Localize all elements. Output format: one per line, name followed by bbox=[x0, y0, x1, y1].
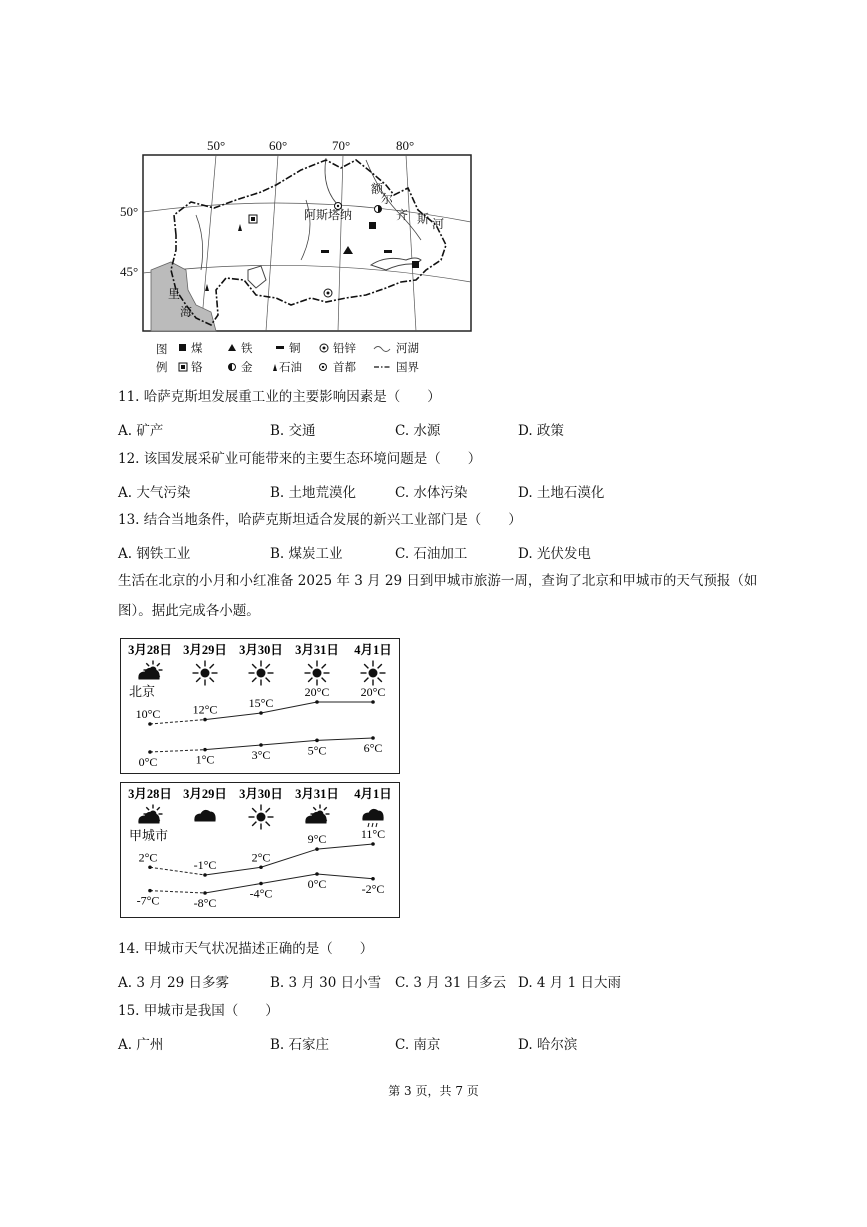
temperature-label: 15°C bbox=[248, 696, 274, 710]
q11-option-c[interactable]: C. 水源 bbox=[395, 423, 441, 439]
beijing-forecast bbox=[120, 638, 400, 774]
date-label: 3月31日 bbox=[295, 787, 339, 801]
data-point bbox=[148, 750, 152, 754]
jiacheng-forecast bbox=[120, 782, 400, 918]
svg-text:铬: 铬 bbox=[191, 360, 203, 374]
coal-icon bbox=[412, 261, 419, 268]
data-point bbox=[315, 847, 319, 851]
temperature-label: 12°C bbox=[192, 702, 218, 717]
temperature-label: 20°C bbox=[304, 685, 330, 699]
temperature-label: 1°C bbox=[195, 752, 215, 767]
oil-icon bbox=[273, 364, 277, 371]
jiacheng-forecast-chart bbox=[121, 783, 399, 917]
date-label: 3月28日 bbox=[128, 643, 172, 657]
partly-cloudy-icon bbox=[139, 661, 163, 680]
iron-icon bbox=[343, 246, 353, 254]
data-point bbox=[315, 700, 319, 704]
temperature-label: 2°C bbox=[251, 850, 271, 865]
sea-label: 里 bbox=[168, 287, 181, 301]
svg-text:煤: 煤 bbox=[191, 341, 203, 355]
sun-icon bbox=[249, 805, 274, 830]
date-label: 3月29日 bbox=[183, 787, 227, 801]
copper-icon bbox=[321, 250, 329, 253]
data-point bbox=[203, 718, 207, 722]
data-point bbox=[148, 722, 152, 726]
sun-icon bbox=[193, 661, 218, 686]
lon-label: 70° bbox=[332, 138, 351, 153]
data-point bbox=[371, 700, 375, 704]
temperature-label: 3°C bbox=[251, 748, 271, 762]
legend-title: 例 bbox=[156, 360, 168, 374]
date-label: 3月31日 bbox=[295, 643, 339, 657]
data-point bbox=[259, 711, 263, 715]
data-point bbox=[203, 873, 207, 877]
copper-icon bbox=[384, 250, 392, 253]
sun-icon bbox=[361, 661, 386, 686]
partly-cloudy-icon bbox=[306, 805, 330, 824]
q14-option-a[interactable]: A. 3 月 29 日多雾 bbox=[118, 975, 229, 991]
sun-icon bbox=[249, 661, 274, 686]
date-label: 4月1日 bbox=[354, 643, 392, 657]
data-point bbox=[203, 748, 207, 752]
q11-option-d[interactable]: D. 政策 bbox=[518, 423, 564, 439]
question-13-stem: 13. 结合当地条件，哈萨克斯坦适合发展的新兴工业部门是（ ） bbox=[118, 512, 522, 528]
q12-option-d[interactable]: D. 土地石漠化 bbox=[518, 485, 605, 501]
temperature-label: 0°C bbox=[138, 755, 158, 769]
copper-icon bbox=[276, 346, 284, 349]
city-label: 甲城市 bbox=[129, 829, 169, 844]
river-label: 斯 bbox=[417, 212, 430, 226]
svg-text:首都: 首都 bbox=[333, 360, 356, 374]
svg-text:铜: 铜 bbox=[289, 341, 301, 355]
beijing-forecast-chart bbox=[121, 639, 399, 773]
temperature-label: -8°C bbox=[193, 896, 217, 910]
q13-option-a[interactable]: A. 钢铁工业 bbox=[118, 546, 191, 562]
q15-option-d[interactable]: D. 哈尔滨 bbox=[518, 1037, 578, 1053]
data-point bbox=[259, 882, 263, 886]
rain-cloud-icon bbox=[363, 809, 383, 827]
q15-option-b[interactable]: B. 石家庄 bbox=[270, 1037, 330, 1053]
oil-icon bbox=[205, 284, 209, 291]
temperature-label: 2°C bbox=[138, 850, 158, 865]
river-label: 尔 bbox=[381, 192, 394, 206]
data-point bbox=[148, 865, 152, 869]
svg-text:石油: 石油 bbox=[279, 360, 302, 374]
question-12-stem: 12. 该国发展采矿业可能带来的主要生态环境问题是（ ） bbox=[118, 451, 482, 467]
q13-option-c[interactable]: C. 石油加工 bbox=[395, 546, 468, 562]
lat-label: 50° bbox=[120, 204, 139, 219]
temperature-label: 20°C bbox=[360, 685, 386, 699]
kazakhstan-map bbox=[116, 130, 476, 375]
q11-option-a[interactable]: A. 矿产 bbox=[118, 423, 164, 439]
q11-option-b[interactable]: B. 交通 bbox=[270, 423, 316, 439]
series-line bbox=[150, 750, 205, 752]
question-15-stem: 15. 甲城市是我国（ ） bbox=[118, 1003, 279, 1019]
data-point bbox=[371, 842, 375, 846]
river-label: 额 bbox=[371, 182, 384, 196]
partly-cloudy-icon bbox=[139, 805, 163, 824]
data-point bbox=[148, 889, 152, 893]
temperature-label: 11°C bbox=[360, 827, 386, 841]
country-border bbox=[171, 160, 446, 325]
map-figure bbox=[116, 130, 476, 375]
river-label: 齐 bbox=[396, 208, 409, 222]
date-label: 3月28日 bbox=[128, 787, 172, 801]
data-point bbox=[203, 891, 207, 895]
temperature-label: 6°C bbox=[363, 741, 383, 755]
sea-label: 海 bbox=[180, 305, 193, 319]
oil-icon bbox=[238, 224, 242, 231]
q14-option-d[interactable]: D. 4 月 1 日大雨 bbox=[518, 975, 621, 991]
svg-text:铅锌: 铅锌 bbox=[333, 341, 356, 355]
coal-icon bbox=[179, 344, 186, 351]
temperature-label: -4°C bbox=[249, 886, 273, 901]
temperature-label: -7°C bbox=[136, 893, 160, 908]
lon-label: 80° bbox=[396, 138, 415, 153]
river-label: 河 bbox=[432, 217, 445, 231]
intro-line-1: 生活在北京的小月和小红准备 2025 年 3 月 29 日到甲城市旅游一周，查询了北京和甲城市的天气预报（如 bbox=[118, 573, 758, 589]
date-label: 3月30日 bbox=[239, 643, 283, 657]
date-label: 4月1日 bbox=[354, 787, 392, 801]
data-point bbox=[315, 739, 319, 743]
lon-label: 60° bbox=[269, 138, 288, 153]
iron-icon bbox=[228, 344, 236, 351]
cloud-icon bbox=[195, 810, 215, 821]
svg-text:铁: 铁 bbox=[241, 341, 253, 355]
date-label: 3月30日 bbox=[239, 787, 283, 801]
city-label: 北京 bbox=[129, 685, 156, 700]
data-point bbox=[371, 877, 375, 881]
data-point bbox=[259, 743, 263, 747]
question-14-stem: 14. 甲城市天气状况描述正确的是（ ） bbox=[118, 941, 374, 957]
legend-title: 图 bbox=[156, 342, 168, 356]
aral-sea bbox=[248, 266, 266, 288]
data-point bbox=[259, 865, 263, 869]
date-label: 3月29日 bbox=[183, 643, 227, 657]
q14-option-b[interactable]: B. 3 月 30 日小雪 bbox=[270, 975, 382, 991]
temperature-label: 10°C bbox=[135, 707, 161, 721]
capital-label: 阿斯塔纳 bbox=[304, 208, 353, 222]
svg-text:国界: 国界 bbox=[396, 360, 419, 374]
svg-text:金: 金 bbox=[241, 360, 253, 374]
q15-option-c[interactable]: C. 南京 bbox=[395, 1037, 441, 1053]
question-11-stem: 11. 哈萨克斯坦发展重工业的主要影响因素是（ ） bbox=[118, 389, 441, 405]
q12-option-a[interactable]: A. 大气污染 bbox=[118, 485, 191, 501]
temperature-label: -2°C bbox=[361, 881, 385, 896]
q14-option-c[interactable]: C. 3 月 31 日多云 bbox=[395, 975, 507, 991]
map-legend bbox=[156, 341, 419, 374]
river-lake-icon bbox=[374, 347, 390, 352]
q12-option-b[interactable]: B. 土地荒漠化 bbox=[270, 485, 357, 501]
coal-icon bbox=[369, 222, 376, 229]
q12-option-c[interactable]: C. 水体污染 bbox=[395, 485, 468, 501]
data-point bbox=[315, 872, 319, 876]
temperature-label: -1°C bbox=[193, 858, 217, 872]
q13-option-b[interactable]: B. 煤炭工业 bbox=[270, 546, 343, 562]
svg-text:河湖: 河湖 bbox=[396, 341, 419, 355]
page-footer: 第 3 页，共 7 页 bbox=[388, 1084, 479, 1098]
q13-option-d[interactable]: D. 光伏发电 bbox=[518, 546, 591, 562]
lat-label: 45° bbox=[120, 264, 139, 279]
temperature-label: 9°C bbox=[307, 832, 327, 847]
q15-option-a[interactable]: A. 广州 bbox=[118, 1037, 164, 1053]
temperature-label: 0°C bbox=[307, 877, 327, 891]
series-line bbox=[317, 738, 373, 740]
data-point bbox=[371, 736, 375, 740]
sun-icon bbox=[305, 661, 330, 686]
intro-line-2: 图）。据此完成各小题。 bbox=[118, 603, 260, 619]
lon-label: 50° bbox=[207, 138, 226, 153]
temperature-label: 5°C bbox=[307, 743, 327, 758]
